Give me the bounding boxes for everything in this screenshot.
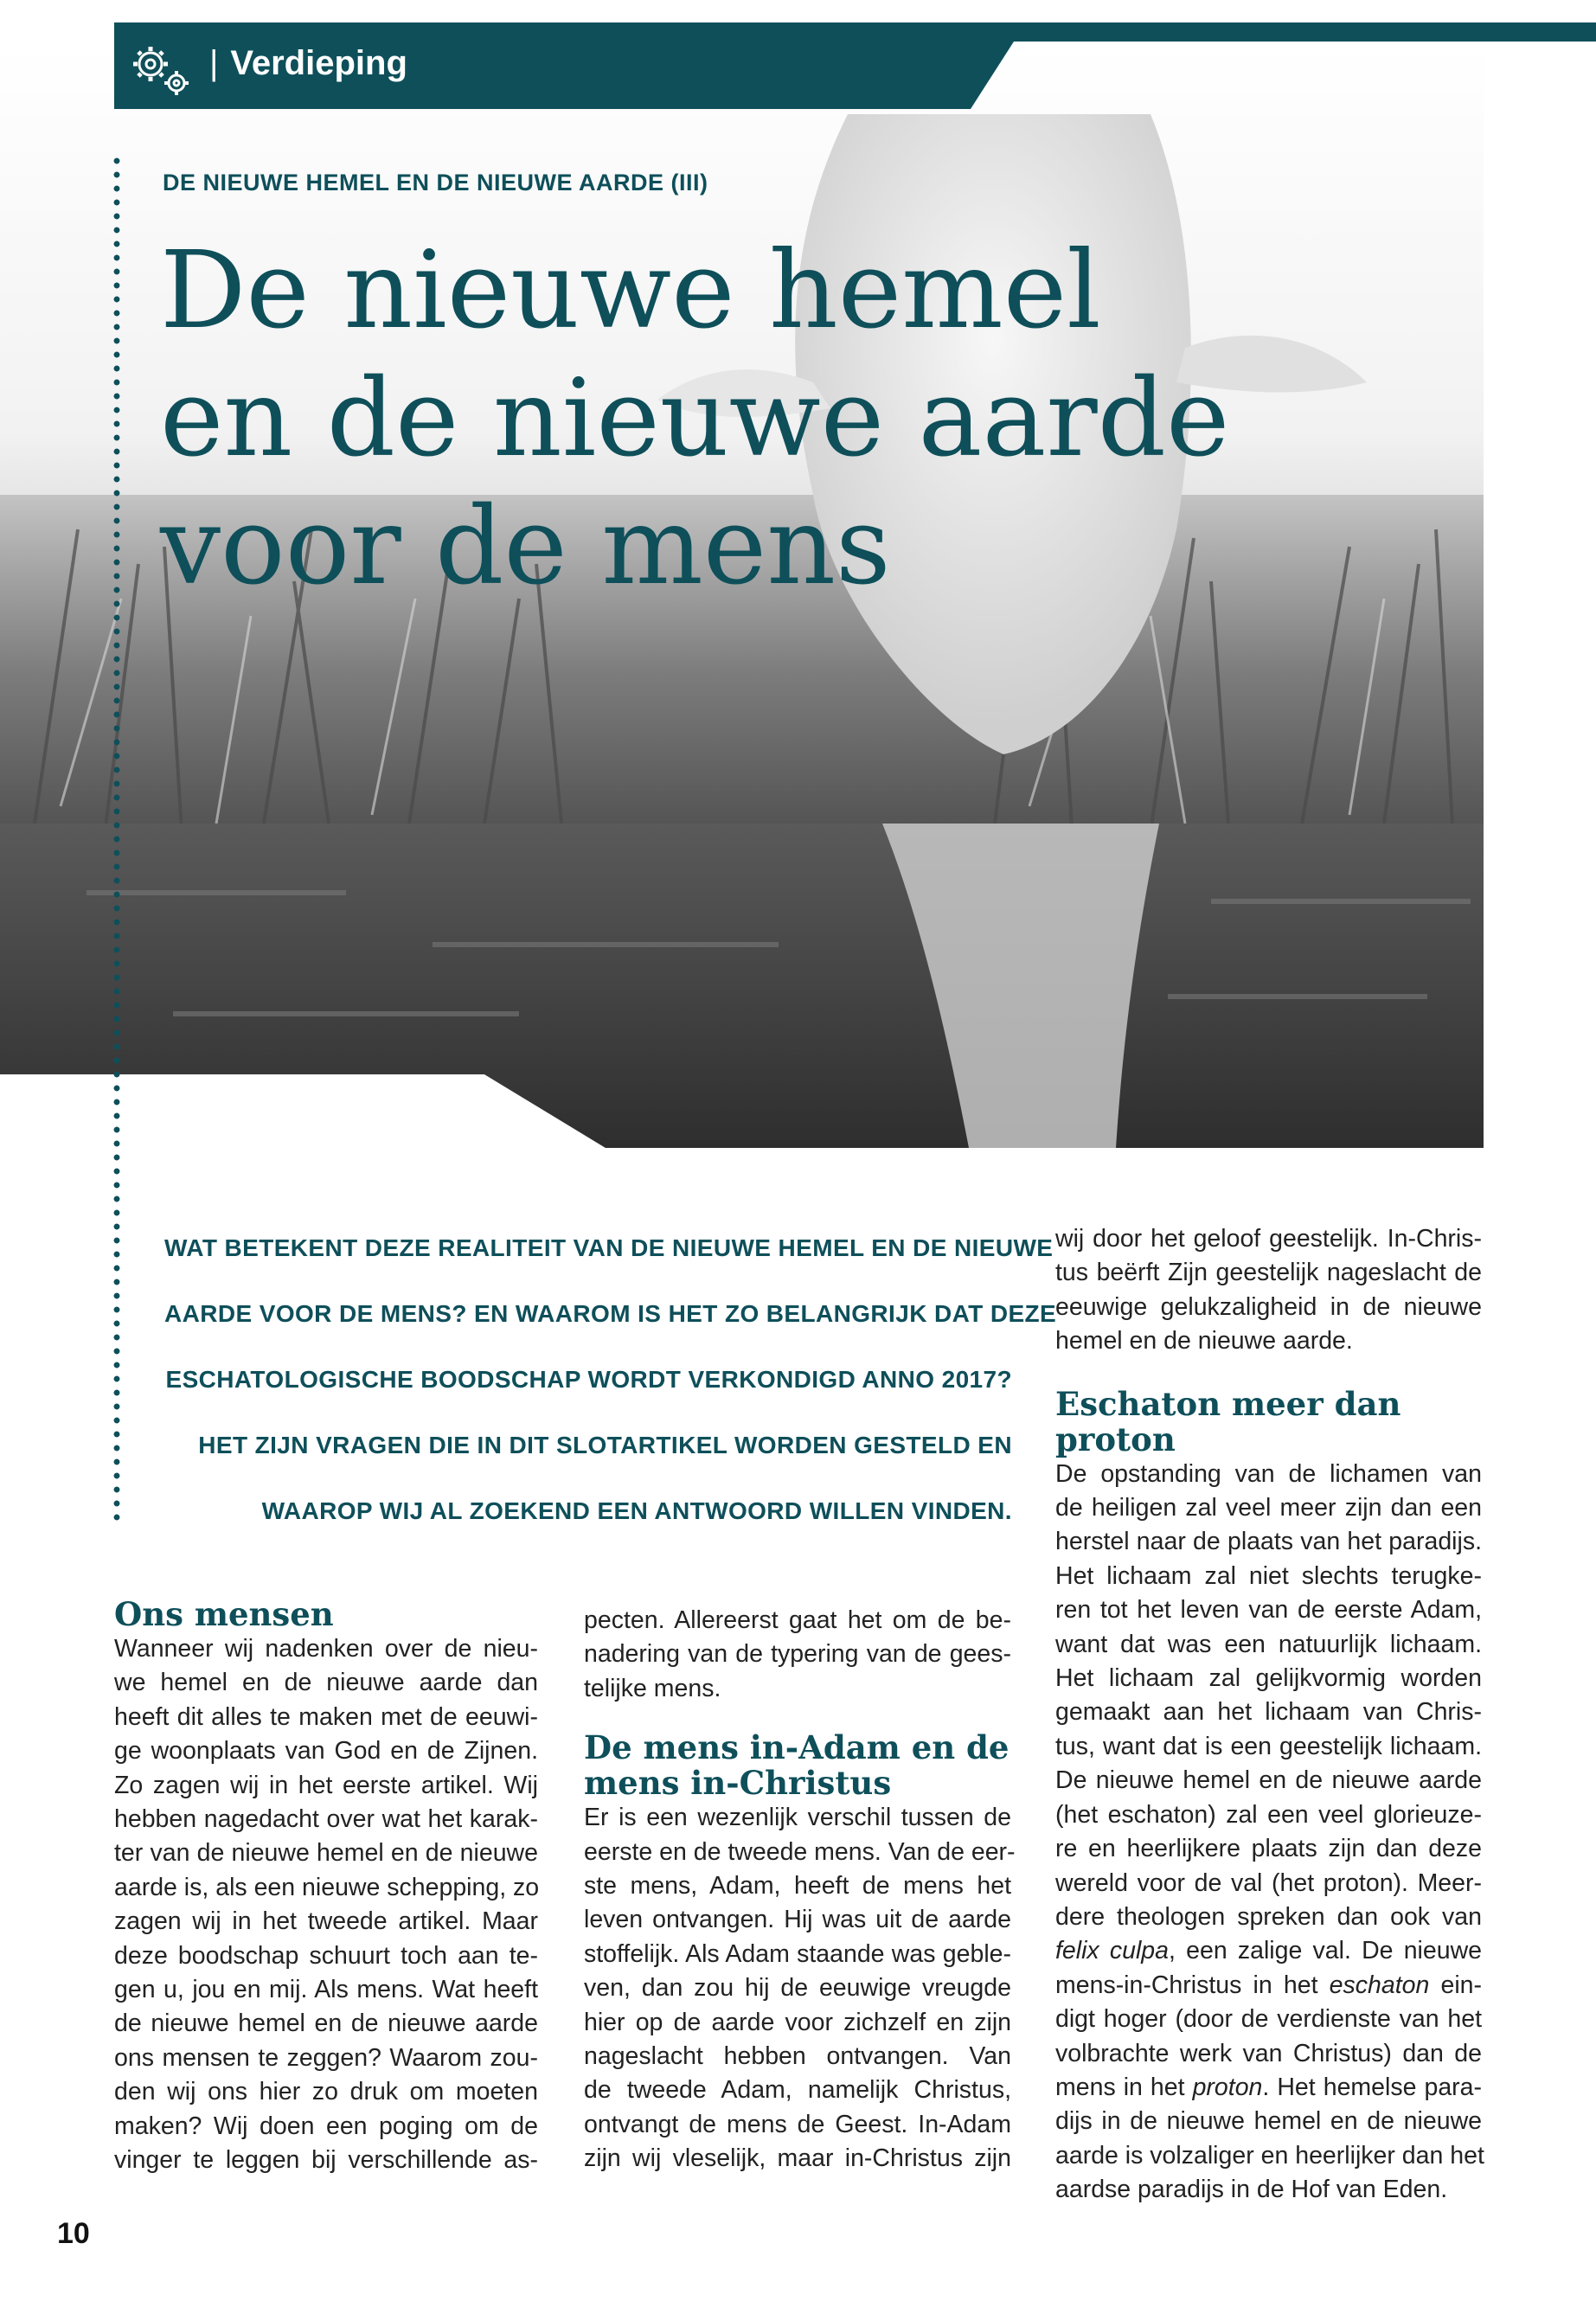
article-intro [164, 1215, 1057, 1544]
title-line: De nieuwe hemel [160, 228, 1101, 353]
mixed-line: mens in het proton. Het hemelse para- [1055, 2073, 1482, 2101]
intro-line: HET ZIJN VRAGEN DIE IN DIT SLOTARTIKEL WORDEN GESTELD EN [198, 1432, 1012, 1458]
column-1 [114, 1597, 538, 2178]
gears-icon [126, 38, 195, 105]
section-title: Verdieping [230, 44, 407, 82]
article-kicker: DE NIEUWE HEMEL EN DE NIEUWE AARDE (III) [163, 170, 708, 195]
dotted-rule [113, 154, 120, 1521]
column-2 [584, 1604, 1016, 2176]
title-line: voor de mens [160, 484, 891, 609]
title-line: en de nieuwe aarde [160, 356, 1230, 481]
article-title [160, 227, 1285, 611]
paragraph: wij door het geloof geestelijk. In-Chris- tus beërft Zijn geestelijk nageslacht de eeuwige gelukzaligheid in de nieuwe hemel en de nieuwe aarde. [1055, 1225, 1482, 1356]
column-3 [1055, 1222, 1482, 2208]
intro-line: WAAROP WIJ AL ZOEKEND EEN ANTWOORD WILLEN VINDEN. [261, 1497, 1012, 1524]
intro-line: ESCHATOLOGISCHE BOODSCHAP WORDT VERKONDIGD ANNO 2017? [165, 1366, 1012, 1393]
section-label [209, 42, 407, 85]
intro-line: WAT BETEKENT DEZE REALITEIT VAN DE NIEUWE HEMEL EN DE NIEUWE [164, 1234, 1054, 1261]
section-heading-mens-in-adam: De mens in-Adam en de mens in-Christus [584, 1728, 1010, 1803]
section-heading-eschaton: Eschaton meer dan proton [1055, 1384, 1401, 1458]
mixed-line: felix culpa, een zalige val. De nieuwe [1055, 1937, 1483, 1965]
separator: | [209, 44, 219, 82]
paragraph: Wanneer wij nadenken over de nieu- we hemel en de nieuwe aarde dan heeft dit alles te maken met de eeuwi- ge woonplaats van God en de Zijnen. Zo zagen wij in het eerste artikel. Wij hebben nagedacht over wat het karak- ter van de nieuwe hemel en de nieuwe aarde is, als een nieuwe schepping, zo zagen wij in het tweede artikel. Maar deze boodschap schuurt toch aan te- gen u, jou en mij. Als mens. Wat heeft de nieuwe hemel en de nieuwe aarde ons mensen te zeggen? Waarom zou- den wij ons hier zo druk om moeten maken? Wij doen een poging om de vinger te leggen bij verschillende as- [114, 1635, 540, 2175]
page-number: 10 [57, 2217, 90, 2250]
intro-line: AARDE VOOR DE MENS? EN WAAROM IS HET ZO BELANGRIJK DAT DEZE [164, 1300, 1057, 1327]
paragraph: De opstanding van de lichamen van de heiligen zal veel meer zijn dan een herstel naar de plaats van het paradijs. Het lichaam zal niet slechts terugke- ren tot het leven van de eerste Adam, want dat was een natuurlijk lichaam. Het lichaam zal gelijkvormig worden gemaakt aan het lichaam van Chris- tus, want dat is een geestelijk lichaam. De nieuwe hemel en de nieuwe aarde (het eschaton) zal een veel glorieuze- re en heerlijkere plaats zijn dan deze wereld voor de val (het proton). Meer- dere theologen spreken dan ook van felix culpa, een zalige val. De nieuwe mens-in-Christus in het eschaton ein- digt hoger (door de verdienste van het volbrachte werk van Christus) dan de mens in het proton. Het hemelse para- dijs in de nieuwe hemel en de nieuwe aarde is volzaliger en heerlijker dan het aardse paradijs in de Hof van Eden. [1055, 1459, 1484, 2204]
section-heading-ons-mensen: Ons mensen [114, 1595, 334, 1633]
paragraph: Er is een wezenlijk verschil tussen de eerste en de tweede mens. Van de eer- ste mens, Adam, heeft de mens het leven ontvangen. Hij was uit de aarde stoffelijk. Als Adam staande was geble- ven, dan zou hij de eeuwige vreugde hier op de aarde voor zichzelf en zijn nageslacht hebben ontvangen. Van de tweede Adam, namelijk Christus, ontvangt de mens de Geest. In-Adam zijn wij vleselijk, maar in-Christus zijn [584, 1804, 1016, 2173]
paragraph: pecten. Allereerst gaat het om de be- nadering van de typering van de gees- telijke mens. [584, 1606, 1011, 1702]
mixed-line: mens-in-Christus in het eschaton ein- [1055, 1971, 1482, 1999]
